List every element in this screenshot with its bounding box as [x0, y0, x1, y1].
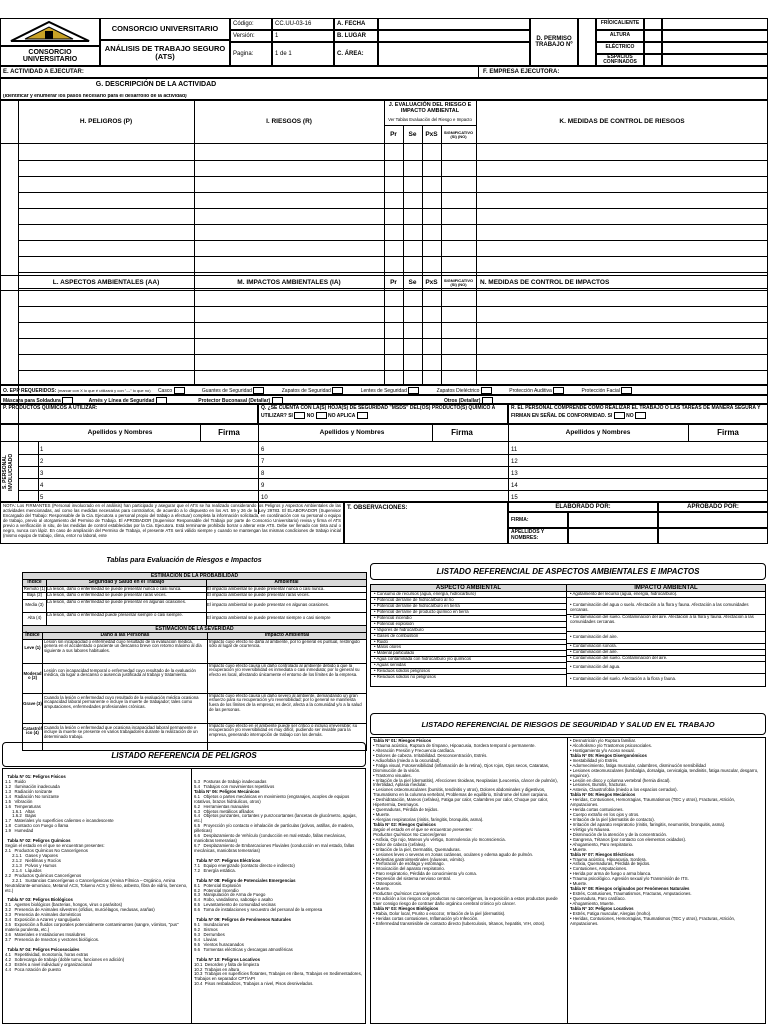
permiso-confinados-num[interactable] [662, 54, 768, 66]
descripcion-note: (Identificar y enumerar los pasos necesario para el desarrollo de la actividad) [3, 94, 187, 99]
logo-cell [0, 18, 100, 46]
permiso-number[interactable] [578, 18, 596, 66]
person-numbers-3: 11 12 13 14 15 [511, 447, 518, 501]
permiso-label: D. PERMISO TRABAJO Nº [530, 18, 578, 66]
firma-header-3: Firma [717, 427, 739, 437]
person-numbers-2: 6 7 8 9 10 [261, 447, 268, 501]
epp-label: O. EPP REQUERIDOS: [3, 387, 57, 394]
elaborado-nombre[interactable] [568, 528, 658, 544]
riesgos-list-title: LISTADO REFERENCIAL DE RIESGOS DE SEGURIDAD Y SALUD EN EL TRABAJO [370, 713, 766, 735]
observaciones-label[interactable]: T. OBSERVACIONES: [344, 502, 508, 544]
actividad-row[interactable] [0, 66, 768, 78]
msds-na: NO APLICA [328, 412, 356, 419]
epp-facial[interactable]: Protección Facial [582, 388, 633, 394]
elaborado-firma[interactable] [568, 512, 658, 528]
firma-header-1: Firma [218, 427, 240, 437]
prob-row: Remoto (1) La lesión, daño o enfermedad se puede presentar nunca o casi nunca. El impacto ambiental se puede presentar nunca o casi nunca. [23, 587, 366, 593]
personal-comprende[interactable]: R. EL PERSONAL COMPRENDE COMO REALIZAR EL TRABAJO O LAS TAREAS DE MANERA SEGURA Y FIRMAN EN SEÑAL DE CONFORMIDAD. SI NO [508, 404, 768, 424]
epp-buconasal[interactable]: Protector Buconasal (Detallar) [198, 398, 282, 404]
descripcion-label: G. DESCRIPCIÓN DE LA ACTIVIDAD [95, 81, 217, 88]
impactos-label: M. IMPACTOS AMBIENTALES (IA) [237, 278, 341, 286]
epp-note: (marcar con X lo que é utilizará y con "---" lo que no) [57, 387, 151, 393]
empresa-label: F. EMPRESA EJECUTORA: [483, 69, 560, 75]
epp-guantes[interactable]: Guantes de Seguridad [202, 388, 264, 394]
apellidos-header-3: Apellidos y Nombres [565, 428, 631, 436]
se-label-2: Se [408, 278, 417, 286]
riesgos-list-col2: • Desnutrición y/o Ruptura familiar. • Alcoholismo y/o Trastornos psicosociales. • Hostigamiento y/o Acoso sexual. Tabla Nº 05: Riesgos Disergonómicos • Inestabilidad y/o Estrés. • Adormecimiento, fatiga muscular, calambres, disminución sensibilidad • Lesiones osteomusculares (lumbalgia, dorsalgia, cervicalgia, tendinitis, fatiga muscular, desgarro, esguince). • Lesión en disco y columna vertebral (hernia discal). • Lesiones, Bursitis, fracturas. • Astenia, Claustrofobia (miedo a los espacios cerrados). Tabla Nº 06: Riesgos Mecánicos • Heridas, Contusiones, Hemorragias, Traumatismos (TEC y otros), Fracturas, Atrición, Amputaciones. • Herida cortas contusiones. • Cuerpo extraño en los ojos y otros. • Irritación de la piel (dermatitis de contacto). • Irritación del aparato respiratorio (rinitis, faringitis, neumonitis, bronquitis, asma). • Vértigo y/o Náusea. • Disminución de la atención y de la concentración. • Gangrena, Tétanos (por contacto con elementos oxidados). • Ahogamiento, Paro respiratorio. • Muerte. Tabla Nº 07: Riesgos Eléctricos • Trauma acústico, Hipoacusia, Sordera. • Asfixia, Quemaduras, Pérdida de tejidos. • Contusiones, Amputaciones. • Herida por arma de fuego o arma blanca. • Trauma psicológico. Agresión sexual y/o Transmisión de ITS. • Muerte. Tabla Nº 08: Riesgos originados por Fenómenos Naturales • Estrés, Contusiones, Traumatismos, Fracturas, Amputaciones. • Quemadura, Paro cardíaco. • Ahogamiento, Muerte. Tabla Nº 10: Peligros Locativos • Estrés, Fatiga muscular, Alergias (moho). • Heridas, Contusiones, Hemorragias, Traumatismos (TEC y otros), Fracturas, Atrición, Amputaciones. [568, 737, 766, 1024]
epp-casco[interactable]: Casco [158, 388, 185, 394]
apellidos-field-label: APELLIDOS Y NOMBRES: [508, 528, 568, 544]
peligros-list-col2: 5.3 Posturas de trabajo inadecuadas 5.4 Trabajos con movimientos repetitivos Tabla Nº 06: Peligros Mecánicos 6.1 Objetos o partes mecánicas en movimiento (engranajes, acoples de equipos rotativos, brazos hidráulicos, otros) 6.2 Herramientas manuales 6.3 Objetos metálicos afilados 6.4 Objetos punzantes, cortantes y punzocortantes (lancetas de glucómetro, agujas, etc.) 6.5 Proyección y/o contacto e inhalación de partículas (polvos, astillas, de madera, pilleticas) 6.6 Desplazamiento de Vehículo (conducción en mal estado, fallas mecánicas, maniobras temerarias) 6.7 Desplazamiento de Embarcaciones Fluviales (conducción en mal estado, fallas mecánicas, maniobras temerarias) Tabla Nº 07: Peligros Eléctricos 7.1 Equipo energizado (contacto directo e indirecto) 7.2 Energía estática. Tabla Nº 08: Peligro de Potenciales Emergencias 8.1 Potencial Explosión 8.2 Potencial Incendio 8.3 Manipulación de Arma de Fuego 8.4 Robo, vandalismo, sabotaje o asalto 8.5 Levantamiento de comunidad vecinas 8.6 Toma de instalaciones y secuestro del personal de la empresa Tabla Nº 09: Peligros de Fenómenos Naturales 9.1 Inundaciones 9.2 Sismos 9.3 Derrumbes 9.4 Lluvias 9.5 Vientos huracanados 9.6 Tormentas eléctricas y descargas atmosféricas Tabla Nº 10: Peligros Locativos 10.1 Desorden y falta de limpieza 10.2 Trabajos en altura 10.3 Trabajos en superficies flotantes, Trabajos en ribera, Trabajos en Sedimentadores, Trabajos en separador CPT/API 10.4 Pisos resbaladizos, Trabajos a nivel, Pisos desnivelados. [192, 768, 366, 1024]
lugar-label: B. LUGAR [334, 30, 378, 42]
permiso-frio-num[interactable] [662, 18, 768, 30]
epp-mascara[interactable]: Máscara para Soldadura [3, 398, 73, 404]
pxs-label: PxS [425, 130, 438, 138]
probability-table [22, 572, 367, 627]
impacto-col: IMPACTO AMBIENTAL [634, 585, 698, 591]
epp-arnes[interactable]: Arnés y Línea de Seguridad [89, 398, 167, 404]
fecha-label: A. FECHA [334, 18, 378, 30]
epp-row [0, 385, 768, 395]
fecha-field[interactable] [378, 18, 530, 30]
permiso-altura-label: ALTURA [596, 30, 644, 42]
prob-col-sst: Seguridad y Salud en el Trabajo [47, 580, 207, 586]
significativo-label: SIGNIFICATIVO (SI) (NO) [443, 129, 474, 139]
epp-zapatos[interactable]: Zapatos de Seguridad [282, 388, 344, 394]
sev-row: Catastrófico (4) Cuando la lesión o enfermedad que ocasiona incapacidad laboral permanente e incluye la muerte se presente en varios trabajadores durante la realización de un determinado trabajo. Impacto cuyo efecto en el ambiente puede ser crítico o incluso irreversible; su recuperación y/o reversibilidad es muy difícil, pudiendo ser inviable para la empresa, generando interrupción de trabajo con los demás. [23, 724, 366, 750]
pagina-label: Pagina: [230, 42, 272, 66]
msds-no: NO [306, 412, 315, 419]
pagina-value: 1 de 1 [272, 42, 334, 66]
document-title: ANÁLISIS DE TRABAJO SEGURO (ATS) [100, 40, 230, 66]
aspectos-label: L. ASPECTOS AMBIENTALES (AA) [52, 278, 160, 286]
company-name: CONSORCIO UNIVERSITARIO [100, 18, 230, 40]
descripcion-header [0, 78, 768, 100]
sev-col-personas: Daño a las Personas [43, 633, 208, 639]
firma-field-label: FIRMA: [508, 512, 568, 528]
comprende-si: SI [607, 412, 613, 419]
risk-table-frame [0, 144, 768, 385]
productos-label[interactable]: P. PRODUCTOS QUÍMICOS A UTILIZAR: [0, 404, 258, 424]
prob-col-index: Indice [23, 580, 47, 586]
prob-row: Baja (2) La lesión, daño o enfermedad se puede presentar raras veces. El impacto ambiental se puede presentar raras veces. [23, 593, 366, 600]
version-label: Versión: [230, 30, 272, 42]
apellidos-header-1: Apellidos y Nombres [87, 428, 153, 436]
sev-row: Grave (3) Cuando la lesión o enfermedad cuyo resultado de la evaluación médica ocasiona incapacidad laboral permanente e incluye la muerte de trabajador; tales como amputaciones, enfermedades profesionales crónicas. Impacto cuyo efecto causa un daño severo al ambiente, demandando un gran esfuerzo para su recuperación y/o reversibilidad; por lo general se manifiesta fuera de los límites de la empresa; es decir, afecta a la comunidad y/o a la salud de las personas. [23, 694, 366, 724]
evaluacion-note: Ver Tablas Evaluación del Riesgo e Impacto [388, 117, 472, 122]
aspectos-list-title: LISTADO REFERENCIAL DE ASPECTOS AMBIENTALES E IMPACTOS [370, 563, 766, 580]
person-numbers-1: 1 2 3 4 5 [40, 447, 44, 501]
company-logo-text: CONSORCIO UNIVERSITARIO [0, 46, 100, 66]
tables-title: Tablas para Evaluación de Riesgos e Impactos [106, 557, 262, 564]
permiso-confinados-label: ESPACIOS CONFINADOS [596, 54, 644, 66]
pr-label-2: Pr [390, 278, 397, 286]
aspectos-list [370, 584, 766, 687]
permiso-electrico-check[interactable] [644, 42, 662, 54]
prob-row: Alta (4) La lesión, daño o enfermedad puede presentar siempre o casi siempre. El impacto ambiental se puede presentar siempre o casi siempre [23, 613, 366, 626]
aprobado-nombre[interactable] [658, 528, 768, 544]
lugar-field[interactable] [378, 30, 530, 42]
permiso-frio-label: FRÍO/CALIENTE [596, 18, 644, 30]
significativo-label-2: SIGNIFICATIVO (SI) (NO) [443, 277, 474, 287]
permiso-altura-num[interactable] [662, 30, 768, 42]
permiso-altura-check[interactable] [644, 30, 662, 42]
se-label: Se [408, 130, 417, 138]
severity-table [22, 625, 367, 751]
prob-row: Media (3) La lesión, daño o enfermedad se puede presentar en algunas ocasiones. El impacto ambiental se puede presentar en algunas ocasiones. [23, 600, 366, 613]
sev-col-amb: Impacto Ambiental [264, 632, 310, 638]
sev-col-index: Índice [23, 633, 43, 639]
msds-si: SI [288, 412, 293, 419]
prob-col-amb: Ambiental [274, 579, 299, 585]
epp-row-2 [0, 395, 768, 404]
version-value: 1 [272, 30, 334, 42]
permiso-frio-check[interactable] [644, 18, 662, 30]
permiso-electrico-num[interactable] [662, 42, 768, 54]
logo-icon [1, 19, 99, 45]
prob-header: ESTIMACION DE LA PROBABILIDAD [23, 573, 366, 580]
sev-row: Leve (1) Lesión sin incapacidad o enfermedad cuyo resultado de la evaluación médica, genera en el accidentado o paciente un descanso breve con retorno máximo al día siguiente a sus labores habituales. Impacto cuyo efecto no daña al ambiente, por lo general es puntual, restringido sólo al lugar de ocurrencia. [23, 640, 366, 664]
impactos-items: • Agotamiento del recurso (agua, energía, hidrocarburo). • Contaminación del agua o suelo. Afectación a la flora y fauna. Afectación a las comunidades cercanas. • Contaminación del suelo. Contaminación del aire. Afectación a la flora y fauna. Afectación a las comunidades cercanas. • Contaminación del aire. • Contaminación sonora. • Contaminación del aire. • Contaminación del suelo. Contaminación del aire. • Contaminación del agua. • Contaminación del suelo. Afectación a la flora y fauna. [567, 592, 765, 686]
pxs-label-2: PxS [425, 278, 438, 286]
epp-lentes[interactable]: Lentes de Seguridad [361, 388, 420, 394]
aspectos-items: • Consumo de recursos (agua, energía, hidrocarburo) • Potencial derrame de hidrocarburo al río • Potencial derrame de hidrocarburo en tierra • Potencial derrame de producto químico en tierra • Potencial incendio • Potencial explosión • Vapores de hidrocarburo • Gases de combustión • Ruido • Malos olores • Material particulado • Agua contaminada con hidrocarburo y/o químicos • Aguas servidas • Residuos sólidos peligrosos • Residuos sólidos no peligrosos [371, 592, 567, 686]
nota-text: NOTA: Los FIRMANTES (Personal involucrado en el análisis) han participado y asegurar que el ATS se ha realizado considerando los Peligros y Aspectos Ambientales de las actividades mencionadas, así como las medidas necesarias para controlarlos, de acuerdo a lo dispuesto en los Art. 59 y 26 de la Ley 29783. El ELABORADOR (Supervisor Encargado del Trabajo: Responsable de la Cia. Ejecutora o personal propio del trabajo a efectuar) completa la información solicitada, en coordinación con su personal o equipo de trabajo, previo al otorgamiento del Permiso de Trabajo. El APROBADOR (Supervisor Responsable del Trabajo por parte de Consorcio Universitario) revisa y firma el ATS previo a verificación in situ, de las medidas de control establecidas por la Cia. Ejecutora. Está terminante prohibido borrar o alterar este ATS. Debe ser llenado con tinta azul o negro, nunca con lápiz. En caso de ampliación del Permiso de Trabajo, el presente ATS será válido siempre y cuando se mantengan las mismas condiciones de trabajo inicial (mismo equipo de trabajo, clima, entor no laboral, ente [0, 502, 344, 544]
comprende-no: NO [626, 412, 634, 419]
epp-dielectrico[interactable]: Zapatos Dieléctrico [437, 388, 492, 394]
personal-side-label: S. PERSONAL INVOLUCRADO [2, 453, 14, 491]
elaborado-label: ELABORADO POR: [508, 502, 658, 512]
medidas-riesgos-label: K. MEDIDAS DE CONTROL DE RIESGOS [559, 117, 685, 125]
epp-otros[interactable]: Otros (Detallar) [444, 398, 493, 404]
personal-rows[interactable] [0, 442, 768, 502]
aprobado-firma[interactable] [658, 512, 768, 528]
aspecto-col: ASPECTO AMBIENTAL [371, 585, 567, 591]
medidas-impactos-label: N. MEDIDAS DE CONTROL DE IMPACTOS [480, 278, 610, 286]
permiso-confinados-check[interactable] [644, 54, 662, 66]
firma-header-2: Firma [451, 427, 473, 437]
riesgos-label: I. RIESGOS (R) [266, 117, 312, 125]
msds-question[interactable]: Q. ¿SE CUENTA CON LA(S) HOJA(S) DE SEGURIDAD "MSDS" DEL(OS) PRODUCTO(S) QUÍMICO A UTILIZAR? SI NO NO APLICA [258, 404, 508, 424]
peligros-label: H. PELIGROS (P) [79, 117, 133, 125]
peligros-list-col1: Tabla Nº 01: Peligros Físicos 1.1 Ruido 1.2 Iluminación inadecuada 1.3 Radiación Ionizante 1.4 Radiación No Ionizante 1.5 Vibración 1.6 Temperaturas 1.6.1 Altas 1.6.2 Bajas 1.7 Materiales y/o superficies calientes e incandescente 1.8 Contacto con Fuego o llama 1.9 Humedad Tabla Nº 02: Peligros Químicos Según el estado en el que se encuentran presentes: 2.1 Productos Químicos No Cancerígenos 2.1.1 Gases y Vapores 2.1.2 Nieblinas y Rocíos 2.1.3 Polvos y Humos 2.1.4 Líquidos 2.2 Productos Químicos Cancerígenos 2.2.1 Sustancias Cancerígenas o Cancerígenicas (Amina Fílmica – Orgánico, Amina Neutralizante-amoniaco, Metanol ACS, Tolueno ACS y Xileno, asbesto, fibra de vidrio, benceno, etc.) Tabla Nº 03: Peligros Biológicos 3.1 Agentes biológicos (bacterias, hongos, virus o parásitos) 3.2 Presencia de Animales silvestres (ofidios, murciélagos, medusas, arañas) 3.3 Presencia de Animales domésticos 3.4 Exposición a Azares y sanguíjuela 3.5 Exposición a fluidos corporales potencialmente contaminantes (sangre, vómitos, "pus" materia purulenta, etc.) 3.6 Materiales e Instalaciones Insalubres 3.7 Presencia de Insectos y vectores biológicos. Tabla Nº 04: Peligros Psicosociales 4.1 Repetitividad, monotonía, horas extras 4.2 Sobrecarga de trabajo (doble turno, funciones en adición) 4.3 Estrés a nivel individual y organizacional 4.4 Poca rotación de puesto [2, 768, 192, 1024]
pr-label: Pr [390, 130, 397, 138]
codigo-label: Código: [230, 18, 272, 30]
peligros-list-title: LISTADO REFERENCIA DE PELIGROS [2, 742, 366, 767]
sev-row: Moderado (2) Lesión con incapacidad temporal o enfermedad cuyo resultado de la evaluación médica, da lugar a descanso o ausencia justificada al trabajo y tratamiento. Impacto cuyo efecto causa un daño controlado al ambiente debido a que la recuperación y/o reversibilidad es inmediata o casi inmediata; por lo general su efecto es local, afectando únicamente el entorno de los límites de la empresa. [23, 664, 366, 694]
actividad-label: E. ACTIVIDAD A EJECUTAR: [3, 69, 84, 75]
aprobado-label: APROBADO POR: [658, 502, 768, 512]
codigo-value: CC.UU-03-16 [272, 18, 334, 30]
riesgos-list-col1: Tabla Nº 01: Riesgos Físicos • Trauma acústico, Ruptura de tímpano, Hipoacusia, Sordera temporal o permanente. • Alteración Presión y Frecuencia cardíaca. • Dolores de cabeza. Irritabilidad. Desconcentración, Estrés. • Adiuofobia (miedo a la oscuridad). • Fatiga visual, Fotosensibilidad (inflamación de la retina), Ojos rojos, Ojos secos, Cataratas, Disminución de la visión. • Trastorno visuales. • Irritación de la piel (dermatitis), Afecciones tiroideas, Neoplasias (Leucemia, cáncer de pulmón), Infertilidad, Aplasia medular. • Lesiones osteomusculares (bursitis, tendinitis y otros), Dolores abdominales y digestivos, Traumatismo en la columna vertebral, Problemas de equilibrio, Síndrome del túnel carpiano. • Deshidratación, Mareos (cefalea), Fatiga por calor, Calambres por calor, Choque por calor, Hipertermia, Desmayos. • Quemaduras, Pérdida de tejidos. • Muerte. • Alergias respiratorias (rinitis, faringitis, bronquitis, asma). Tabla Nº 02: Riesgos Químicos Según el estado en el que se encuentran presentes: Productos Químicos No Cancerígenos • Asfixia, Ojo rojo, Mareos y/o vértigo, Somnolencia y/o Inconsciencia. • Dolor de cabeza (cefalea). • Irritación de la piel, Dermatitis, Quemaduras. • Lesiones leves o severas en zonas cutáneas, oculares y edema agudo de pulmón. • Molestias gastrointestinales (náuseas, vómito). • Perforación de esófago y estómago. • Intoxicación del aparato respiratorio. • Paro respiratorio, Pérdida de conocimiento y/o coma. • Depresión del sistema nervioso central. • Osteoporosis. • Muerte. Productos Químicos Cancerígenos • En adición a los riesgos con productos no cancerígenos, la exposición a estos productos puede traer consigo riesgo de contraer daño orgánico cerebral crónico y/o cáncer. Tabla Nº 03: Riesgos Biológicos • Rabia, Dolor local, Prurito o escozor, Irritación de la piel (dermatitis). • Heridas cortas contusiones, Inflamación y/o Infección. • Enfermedad transmisible de contacto directo (tuberculosis, tétanos, hepatitis, VIH, otros). [370, 737, 568, 1024]
area-label: C. ÁREA: [334, 42, 378, 66]
permiso-electrico-label: ELÉCTRICO [596, 42, 644, 54]
area-field[interactable] [378, 42, 530, 66]
apellidos-header-2: Apellidos y Nombres [319, 428, 385, 436]
sev-header: ESTIMACION DE LA SEVERIDAD [23, 626, 366, 633]
evaluacion-label: J. EVALUACIÓN DEL RIESGO E IMPACTO AMBIENTAL [388, 102, 472, 114]
epp-auditiva[interactable]: Protección Auditiva [509, 388, 564, 394]
